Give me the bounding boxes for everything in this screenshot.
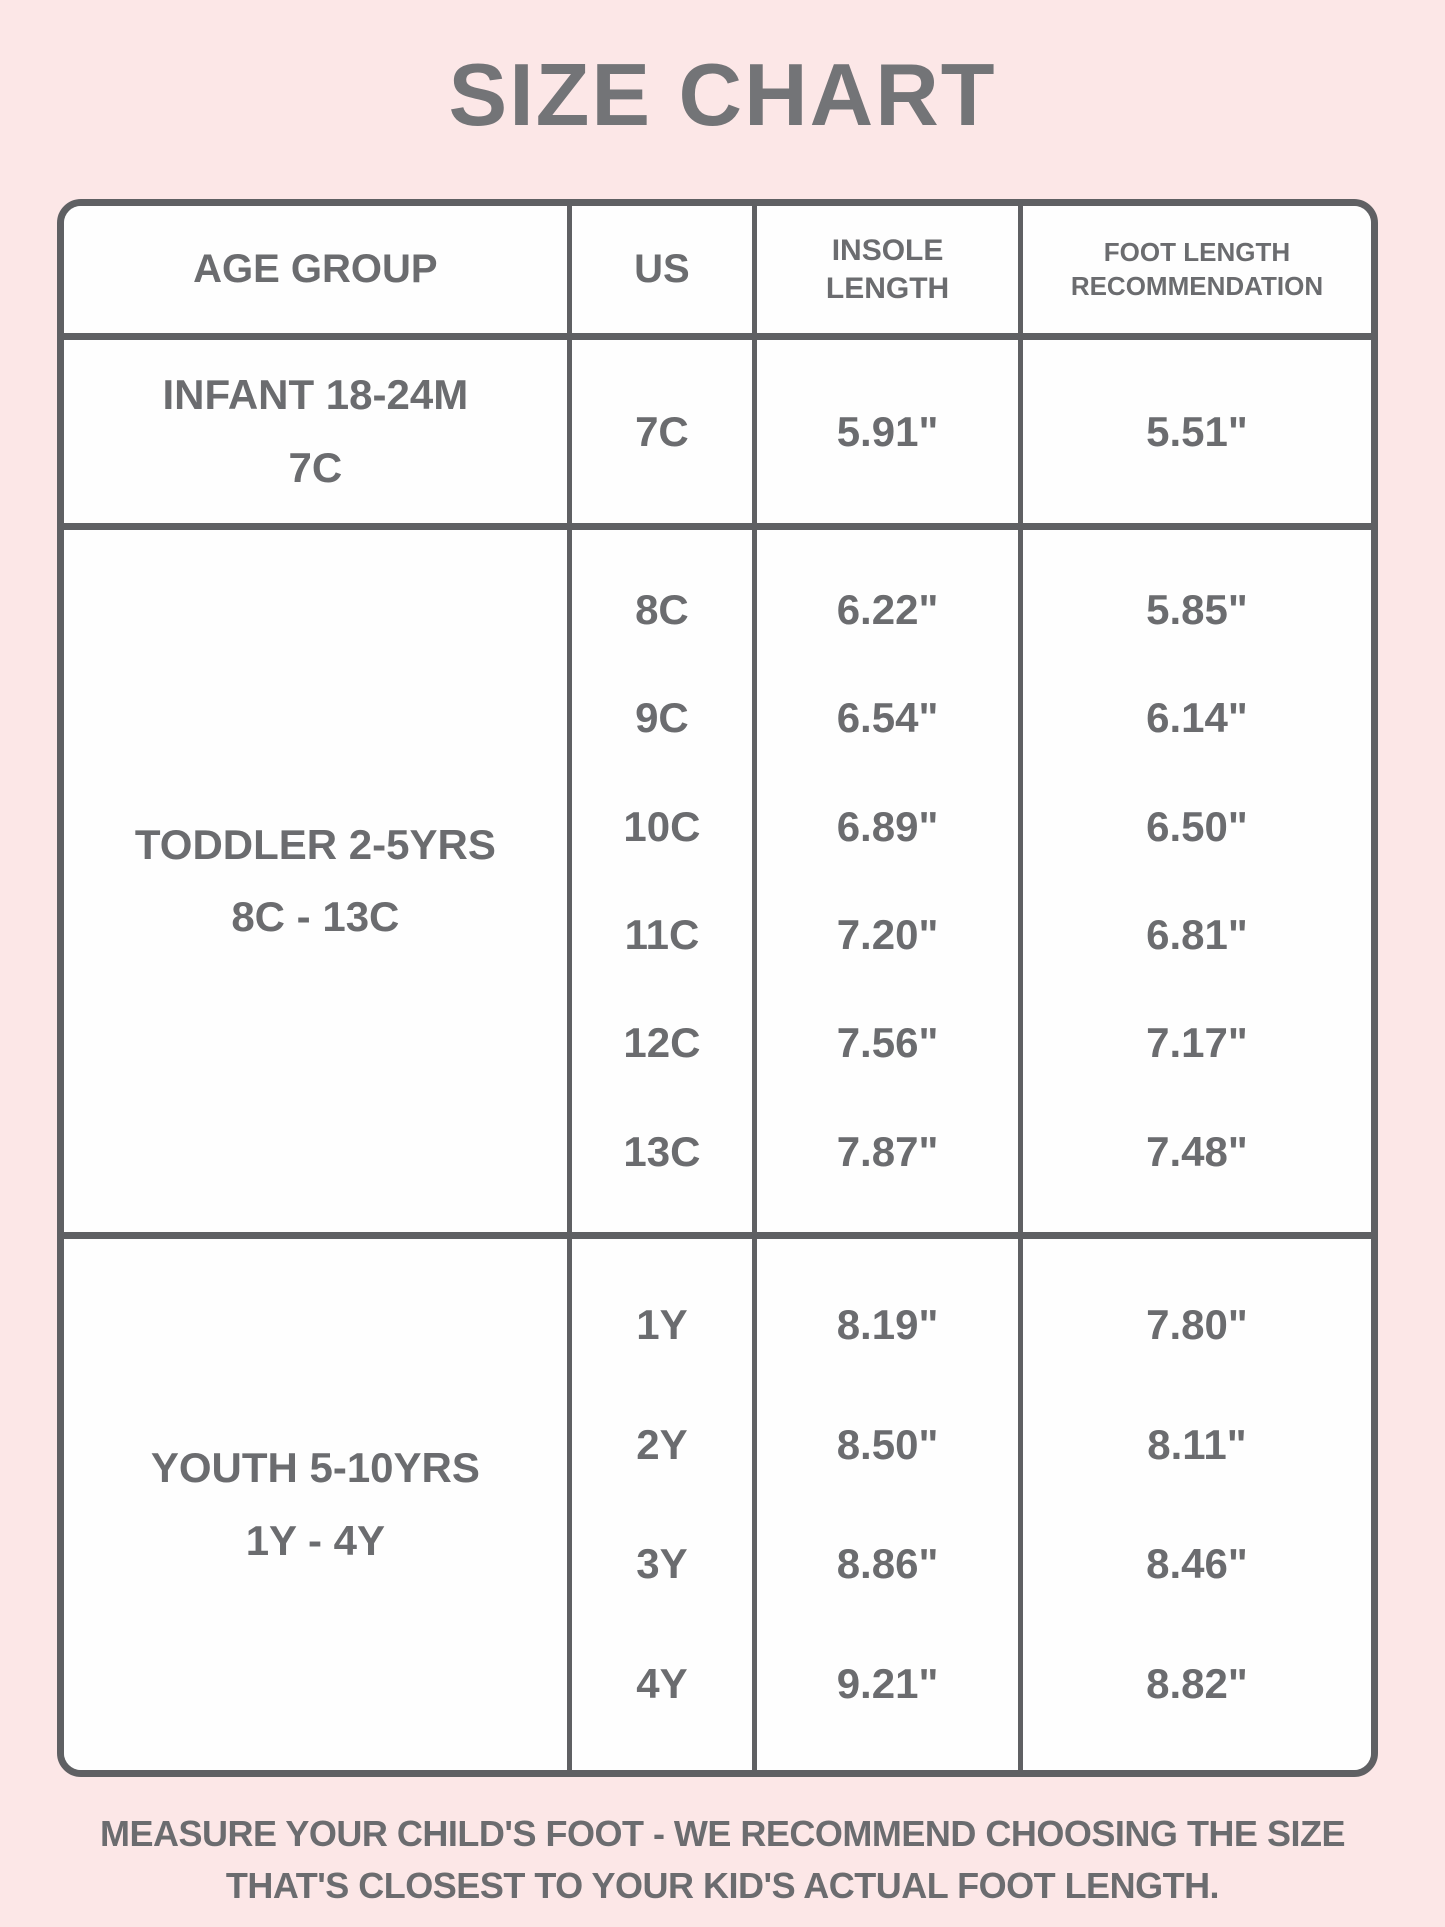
us-size-value: 2Y bbox=[636, 1420, 688, 1468]
foot-length-value: 8.11" bbox=[1147, 1420, 1247, 1468]
measurement-note-line-2: THAT'S CLOSEST TO YOUR KID'S ACTUAL FOOT LENGTH. bbox=[225, 1865, 1220, 1907]
size-table bbox=[57, 199, 1378, 1777]
insole-length-value: 7.87" bbox=[836, 1127, 939, 1175]
foot-length-value: 6.14" bbox=[1146, 694, 1248, 742]
foot-length-value: 5.85" bbox=[1146, 586, 1248, 634]
us-size-value: 13C bbox=[623, 1127, 701, 1175]
insole-length-value: 6.89" bbox=[836, 802, 939, 850]
us-size-value: 3Y bbox=[636, 1540, 688, 1588]
foot-length-value: 6.50" bbox=[1146, 802, 1248, 850]
foot-length-value: 7.48" bbox=[1146, 1127, 1248, 1175]
us-size-cell-infant bbox=[572, 340, 757, 530]
foot-length-cell-infant bbox=[1023, 340, 1371, 530]
foot-length-value: 7.17" bbox=[1146, 1019, 1248, 1067]
insole-length-value: 5.91" bbox=[836, 407, 939, 455]
age-group-cell-youth bbox=[64, 1239, 572, 1770]
column-header-insole-length: INSOLE LENGTH bbox=[757, 206, 1023, 340]
insole-length-value: 7.56" bbox=[836, 1019, 939, 1067]
foot-length-value: 5.51" bbox=[1146, 407, 1248, 455]
insole-length-value: 7.20" bbox=[836, 911, 939, 959]
us-size-value: 10C bbox=[623, 802, 701, 850]
us-size-cell-toddler bbox=[572, 530, 757, 1239]
insole-length-cell-youth bbox=[757, 1239, 1023, 1770]
insole-length-value: 6.22" bbox=[836, 586, 939, 634]
age-group-cell-infant bbox=[64, 340, 572, 530]
insole-length-value: 6.54" bbox=[836, 694, 939, 742]
foot-length-value: 8.46" bbox=[1146, 1540, 1248, 1588]
us-size-value: 1Y bbox=[636, 1300, 688, 1348]
insole-length-cell-toddler bbox=[757, 530, 1023, 1239]
page-title: SIZE CHART bbox=[448, 45, 997, 144]
age-group-label-line: TODDLER 2-5YRS bbox=[134, 820, 496, 868]
us-size-value: 9C bbox=[635, 694, 689, 742]
us-size-value: 4Y bbox=[636, 1660, 688, 1708]
us-size-value: 7C bbox=[635, 407, 689, 455]
us-size-value: 12C bbox=[623, 1019, 701, 1067]
insole-length-value: 8.86" bbox=[836, 1540, 939, 1588]
insole-length-value: 9.21" bbox=[836, 1660, 939, 1708]
us-size-cell-youth bbox=[572, 1239, 757, 1770]
foot-length-cell-youth bbox=[1023, 1239, 1371, 1770]
us-size-value: 8C bbox=[635, 586, 689, 634]
insole-length-value: 8.50" bbox=[836, 1420, 939, 1468]
insole-length-value: 8.19" bbox=[836, 1300, 939, 1348]
age-group-label-line: INFANT 18-24M bbox=[162, 371, 469, 419]
column-header-age-group: AGE GROUP bbox=[64, 206, 572, 340]
insole-length-cell-infant bbox=[757, 340, 1023, 530]
age-group-label-line: 7C bbox=[288, 443, 343, 491]
age-group-cell-toddler bbox=[64, 530, 572, 1239]
measurement-note-line-1: MEASURE YOUR CHILD'S FOOT - WE RECOMMEND CHOOSING THE SIZE bbox=[100, 1813, 1345, 1854]
foot-length-value: 6.81" bbox=[1146, 911, 1248, 959]
column-header-foot-length-recommendation: FOOT LENGTH RECOMMENDATION bbox=[1023, 206, 1371, 340]
age-group-label-line: YOUTH 5-10YRS bbox=[150, 1444, 480, 1492]
foot-length-cell-toddler bbox=[1023, 530, 1371, 1239]
column-header-us: US bbox=[572, 206, 757, 340]
foot-length-value: 7.80" bbox=[1146, 1300, 1248, 1348]
foot-length-value: 8.82" bbox=[1146, 1660, 1248, 1708]
age-group-label-line: 8C - 13C bbox=[231, 893, 400, 940]
us-size-value: 11C bbox=[624, 911, 700, 959]
age-group-label-line: 1Y - 4Y bbox=[245, 1516, 386, 1564]
measurement-note bbox=[0, 1808, 1445, 1912]
